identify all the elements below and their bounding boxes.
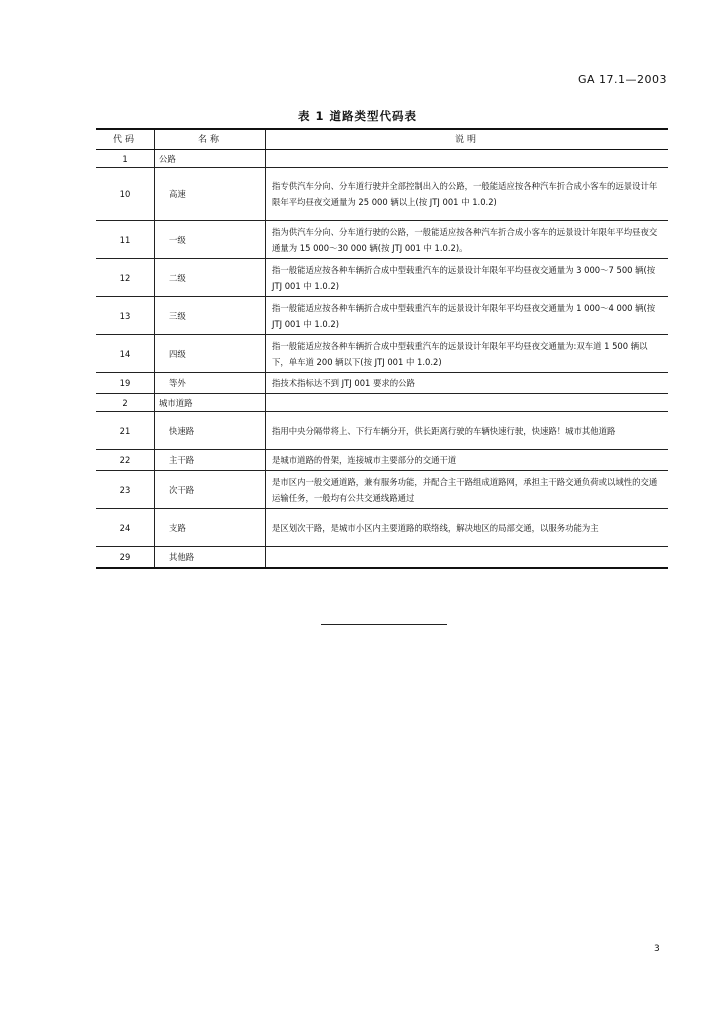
row-code: 22 — [96, 450, 155, 471]
table-row — [96, 394, 668, 412]
table-row — [96, 221, 668, 259]
row-name: 其他路 — [155, 547, 266, 569]
table-row — [96, 509, 668, 547]
page-number: 3 — [654, 944, 660, 954]
row-name: 三级 — [155, 297, 266, 335]
row-description: 指用中央分隔带将上、下行车辆分开，供长距离行驶的车辆快速行驶，快速路！城市其他道路 — [266, 412, 669, 450]
table-header-row — [96, 129, 668, 150]
row-code: 12 — [96, 259, 155, 297]
row-name: 支路 — [155, 509, 266, 547]
row-name: 次干路 — [155, 471, 266, 509]
road-type-code-table — [96, 128, 668, 569]
row-code: 14 — [96, 335, 155, 373]
row-code: 11 — [96, 221, 155, 259]
table-row — [96, 412, 668, 450]
end-of-table-rule — [321, 624, 447, 625]
row-code: 1 — [96, 150, 155, 168]
row-code: 19 — [96, 373, 155, 394]
row-name: 公路 — [155, 150, 266, 168]
table-title: 表 1 道路类型代码表 — [297, 109, 417, 123]
row-code: 23 — [96, 471, 155, 509]
row-code: 29 — [96, 547, 155, 569]
row-description — [266, 150, 669, 168]
table-row — [96, 297, 668, 335]
row-name: 二级 — [155, 259, 266, 297]
row-code: 10 — [96, 168, 155, 221]
row-description: 指一般能适应按各种车辆折合成中型载重汽车的远景设计年限年平均昼夜交通量为:双车道 1 500 辆以下，单车道 200 辆以下(按 JTJ 001 中 1.0.2) — [266, 335, 669, 373]
row-description: 指一般能适应按各种车辆折合成中型载重汽车的远景设计年限年平均昼夜交通量为 1 000～4 000 辆(按 JTJ 001 中 1.0.2) — [266, 297, 669, 335]
row-name: 四级 — [155, 335, 266, 373]
row-description: 指为供汽车分向、分车道行驶的公路，一般能适应按各种汽车折合成小客车的远景设计年限年平均昼夜交通量为 15 000～30 000 辆(按 JTJ 001 中 1.0.2)。 — [266, 221, 669, 259]
column-header-code: 代码 — [96, 129, 155, 150]
row-name: 主干路 — [155, 450, 266, 471]
table-row — [96, 450, 668, 471]
table-row — [96, 335, 668, 373]
row-name: 一级 — [155, 221, 266, 259]
row-code: 21 — [96, 412, 155, 450]
row-description: 指技术指标达不到 JTJ 001 要求的公路 — [266, 373, 669, 394]
row-name: 等外 — [155, 373, 266, 394]
row-code: 2 — [96, 394, 155, 412]
table-row — [96, 373, 668, 394]
table-row — [96, 150, 668, 168]
standard-code: GA 17.1—2003 — [577, 73, 667, 86]
table-row — [96, 168, 668, 221]
row-name: 高速 — [155, 168, 266, 221]
row-description: 指一般能适应按各种车辆折合成中型载重汽车的远景设计年限年平均昼夜交通量为 3 000～7 500 辆(按 JTJ 001 中 1.0.2) — [266, 259, 669, 297]
row-description: 是市区内一般交通道路，兼有服务功能，并配合主干路组成道路网，承担主干路交通负荷或以域性的交通运输任务，一般均有公共交通线路通过 — [266, 471, 669, 509]
table-row — [96, 471, 668, 509]
column-header-description: 说明 — [266, 129, 669, 150]
table-row — [96, 547, 668, 569]
row-name: 快速路 — [155, 412, 266, 450]
row-description — [266, 394, 669, 412]
row-description — [266, 547, 669, 569]
row-code: 24 — [96, 509, 155, 547]
row-name: 城市道路 — [155, 394, 266, 412]
row-description: 是区划次干路，是城市小区内主要道路的联络线，解决地区的局部交通，以服务功能为主 — [266, 509, 669, 547]
column-header-name: 名称 — [155, 129, 266, 150]
row-description: 是城市道路的骨架，连接城市主要部分的交通干道 — [266, 450, 669, 471]
row-description: 指专供汽车分向、分车道行驶并全部控制出入的公路，一般能适应按各种汽车折合成小客车的远景设计年限年平均昼夜交通量为 25 000 辆以上(按 JTJ 001 中 1.0.2) — [266, 168, 669, 221]
row-code: 13 — [96, 297, 155, 335]
table-row — [96, 259, 668, 297]
